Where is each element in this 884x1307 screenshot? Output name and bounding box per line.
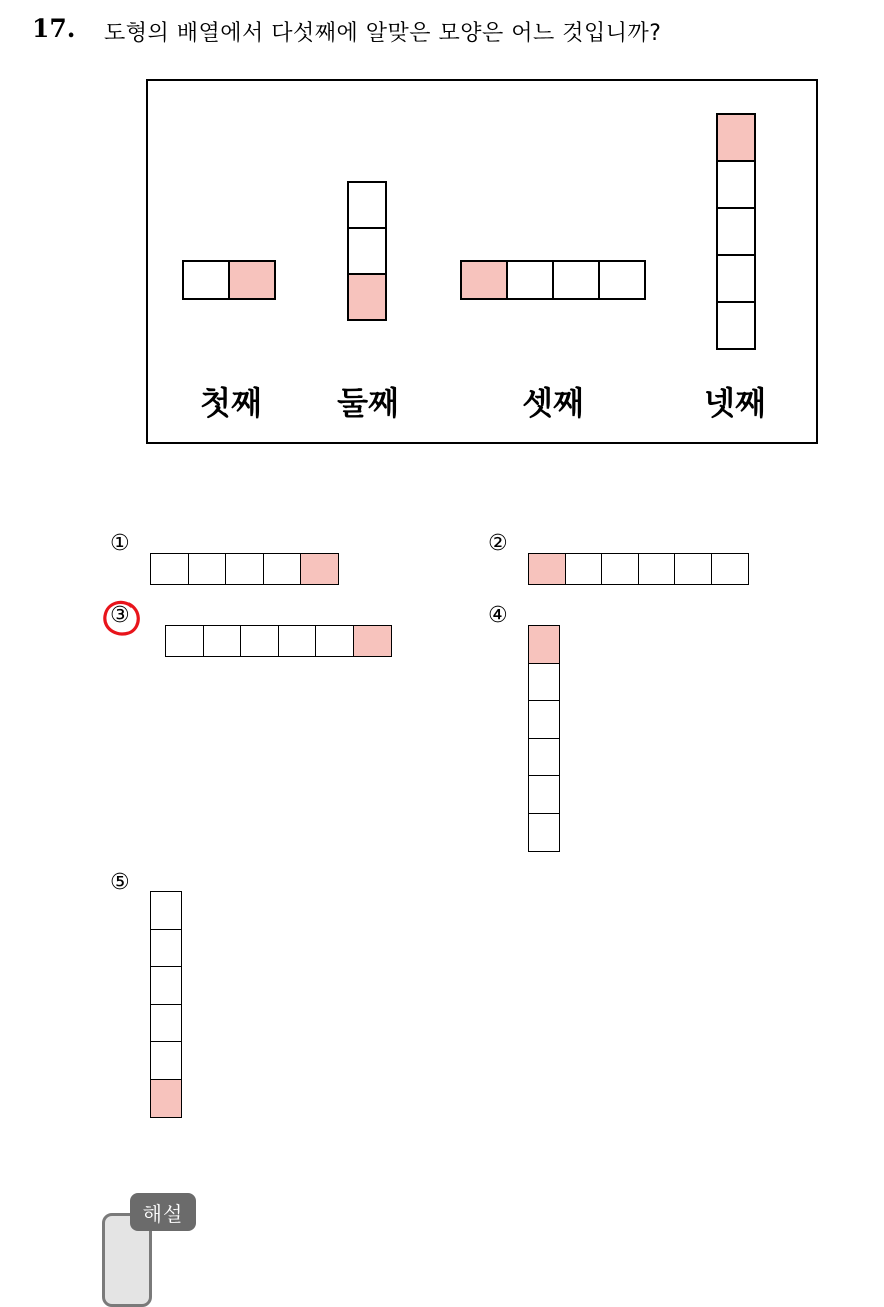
empty-square	[315, 625, 354, 657]
pattern-label-3: 셋째	[522, 384, 584, 422]
shaded-square	[150, 1079, 182, 1118]
pattern-label-1: 첫째	[200, 384, 262, 422]
pattern-shape-2	[347, 181, 387, 321]
empty-square	[528, 738, 560, 777]
choice-shape-4[interactable]	[528, 625, 560, 852]
empty-square	[716, 160, 756, 209]
shaded-square	[353, 625, 392, 657]
choice-shape-1[interactable]	[150, 553, 339, 585]
empty-square	[674, 553, 712, 585]
choice-shape-5[interactable]	[150, 891, 182, 1118]
empty-square	[150, 1004, 182, 1043]
shaded-square	[528, 553, 566, 585]
empty-square	[150, 1041, 182, 1080]
choice-shape-2[interactable]	[528, 553, 749, 585]
empty-square	[182, 260, 230, 300]
empty-square	[165, 625, 204, 657]
shaded-square	[300, 553, 339, 585]
empty-square	[638, 553, 676, 585]
empty-square	[278, 625, 317, 657]
empty-square	[598, 260, 646, 300]
empty-square	[263, 553, 302, 585]
empty-square	[150, 966, 182, 1005]
pattern-shape-3	[460, 260, 646, 300]
empty-square	[203, 625, 242, 657]
empty-square	[347, 181, 387, 229]
pattern-label-4: 넷째	[704, 384, 766, 422]
empty-square	[565, 553, 603, 585]
empty-square	[150, 891, 182, 930]
shaded-square	[228, 260, 276, 300]
question-text: 도형의 배열에서 다섯째에 알맞은 모양은 어느 것입니까?	[104, 21, 662, 46]
shaded-square	[716, 113, 756, 162]
shaded-square	[528, 625, 560, 664]
empty-square	[528, 813, 560, 852]
empty-square	[188, 553, 227, 585]
empty-square	[528, 663, 560, 702]
empty-square	[150, 929, 182, 968]
explanation-button[interactable]: 해설	[130, 1193, 196, 1231]
empty-square	[240, 625, 279, 657]
empty-square	[528, 700, 560, 739]
empty-square	[506, 260, 554, 300]
pattern-shape-1	[182, 260, 276, 300]
choice-marker-4[interactable]: ④	[488, 603, 508, 628]
shaded-square	[347, 273, 387, 321]
empty-square	[552, 260, 600, 300]
empty-square	[716, 301, 756, 350]
empty-square	[225, 553, 264, 585]
pattern-shape-4	[716, 113, 756, 350]
choice-marker-5[interactable]: ⑤	[110, 870, 130, 895]
empty-square	[711, 553, 749, 585]
choice-marker-3[interactable]: ③	[110, 603, 130, 628]
choice-shape-3[interactable]	[165, 625, 392, 657]
choice-marker-1[interactable]: ①	[110, 531, 130, 556]
shaded-square	[460, 260, 508, 300]
empty-square	[716, 254, 756, 303]
empty-square	[601, 553, 639, 585]
pattern-label-2: 둘째	[337, 384, 399, 422]
empty-square	[150, 553, 189, 585]
empty-square	[716, 207, 756, 256]
empty-square	[528, 775, 560, 814]
choice-marker-2[interactable]: ②	[488, 531, 508, 556]
question-number: 17.	[32, 14, 76, 43]
empty-square	[347, 227, 387, 275]
